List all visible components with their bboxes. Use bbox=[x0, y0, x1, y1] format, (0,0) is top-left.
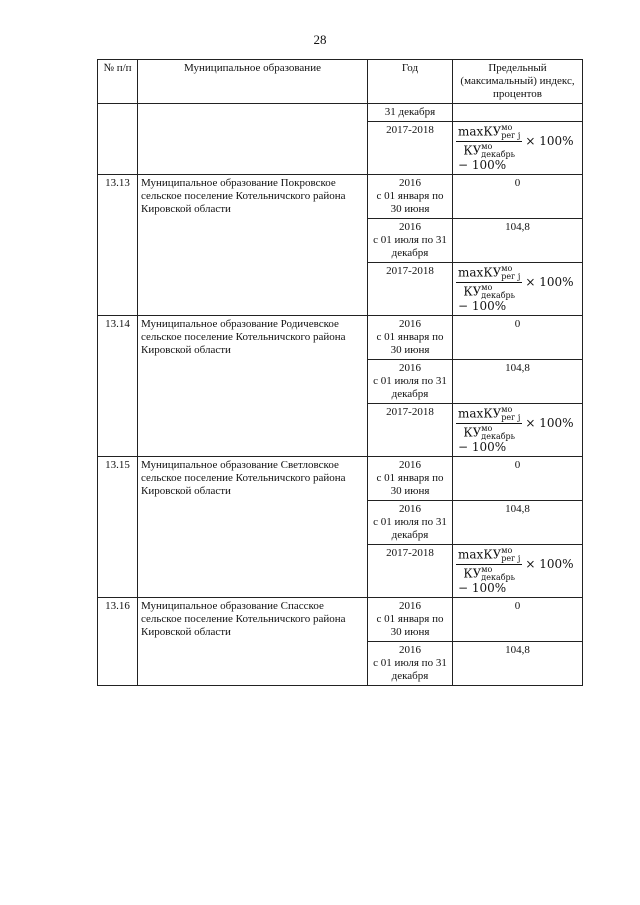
municipality-name: Муниципальное образование Покровское сельское поселение Котельничского района Кировской области bbox=[138, 175, 368, 316]
header-year: Год bbox=[368, 60, 453, 104]
row-number: 13.16 bbox=[98, 598, 138, 686]
index-formula bbox=[453, 263, 583, 316]
period-year: 2017-2018 bbox=[386, 406, 434, 418]
formula-numerator: maxКУ мо рег j bbox=[458, 405, 521, 422]
index-formula bbox=[453, 404, 583, 457]
formula-minus: − 100% bbox=[458, 158, 507, 172]
formula-fraction bbox=[456, 547, 522, 582]
period-range: с 01 июля по 31 декабря bbox=[373, 375, 447, 400]
period-year: 2016 bbox=[399, 600, 421, 612]
period-cell bbox=[368, 263, 453, 316]
period-cell bbox=[368, 501, 453, 545]
continuation-num-cell bbox=[98, 104, 138, 175]
row-number: 13.14 bbox=[98, 316, 138, 457]
formula-minus: − 100% bbox=[458, 581, 507, 595]
period-year: 2016 bbox=[399, 459, 421, 471]
header-num: № п/п bbox=[98, 60, 138, 104]
table-row bbox=[98, 175, 583, 219]
period-cell bbox=[368, 316, 453, 360]
header-index: Предельный (максимальный) индекс, процентов bbox=[453, 60, 583, 104]
continuation-name-cell bbox=[138, 104, 368, 175]
period-cell bbox=[368, 598, 453, 642]
index-value: 0 bbox=[453, 316, 583, 360]
formula-denominator: КУ мо декабрь bbox=[463, 142, 516, 159]
period-year: 2017-2018 bbox=[386, 547, 434, 559]
formula-multiplier: × 100% bbox=[525, 416, 574, 430]
index-value: 104,8 bbox=[453, 360, 583, 404]
continuation-year-period: 2017-2018 bbox=[368, 122, 453, 175]
formula-minus: − 100% bbox=[458, 299, 507, 313]
index-value: 0 bbox=[453, 457, 583, 501]
formula-numerator: maxКУ мо рег j bbox=[458, 546, 521, 563]
index-value: 104,8 bbox=[453, 501, 583, 545]
period-cell bbox=[368, 219, 453, 263]
period-cell bbox=[368, 360, 453, 404]
period-cell bbox=[368, 457, 453, 501]
formula-fraction bbox=[456, 406, 522, 441]
formula-multiplier: × 100% bbox=[525, 557, 574, 571]
period-range: с 01 января по 30 июня bbox=[376, 472, 444, 497]
period-range: с 01 июля по 31 декабря bbox=[373, 516, 447, 541]
formula-minus: − 100% bbox=[458, 440, 507, 454]
period-range: с 01 июля по 31 декабря bbox=[373, 234, 447, 259]
formula-fraction bbox=[456, 124, 522, 159]
period-year: 2017-2018 bbox=[386, 265, 434, 277]
period-year: 2016 bbox=[399, 177, 421, 189]
municipality-name: Муниципальное образование Спасское сельское поселение Котельничского района Кировской области bbox=[138, 598, 368, 686]
period-year: 2016 bbox=[399, 644, 421, 656]
continuation-value-cell bbox=[453, 104, 583, 122]
period-cell bbox=[368, 545, 453, 598]
formula-multiplier: × 100% bbox=[525, 275, 574, 289]
row-number: 13.13 bbox=[98, 175, 138, 316]
table-row bbox=[98, 316, 583, 360]
period-cell bbox=[368, 642, 453, 686]
index-value: 0 bbox=[453, 598, 583, 642]
period-year: 2016 bbox=[399, 318, 421, 330]
period-cell bbox=[368, 404, 453, 457]
tariff-index-table bbox=[97, 59, 583, 686]
period-year: 2016 bbox=[399, 221, 421, 233]
formula-denominator: КУ мо декабрь bbox=[463, 283, 516, 300]
period-range: с 01 января по 30 июня bbox=[376, 190, 444, 215]
municipality-name: Муниципальное образование Светловское сельское поселение Котельничского района Кировской области bbox=[138, 457, 368, 598]
page-number: 28 bbox=[313, 32, 327, 47]
table-row bbox=[98, 457, 583, 501]
formula-multiplier: × 100% bbox=[525, 134, 574, 148]
table-row bbox=[98, 598, 583, 642]
formula-numerator: maxКУ мо рег j bbox=[458, 123, 521, 140]
formula-denominator: КУ мо декабрь bbox=[463, 424, 516, 441]
period-cell bbox=[368, 175, 453, 219]
period-range: с 01 января по 30 июня bbox=[376, 331, 444, 356]
formula-denominator: КУ мо декабрь bbox=[463, 565, 516, 582]
index-formula bbox=[453, 122, 583, 175]
table-header-row bbox=[98, 60, 583, 104]
continuation-row bbox=[98, 104, 583, 122]
index-formula bbox=[453, 545, 583, 598]
header-name: Муниципальное образование bbox=[138, 60, 368, 104]
period-year: 2016 bbox=[399, 362, 421, 374]
period-range: с 01 января по 30 июня bbox=[376, 613, 444, 638]
period-range: с 01 июля по 31 декабря bbox=[373, 657, 447, 682]
continuation-year-tail: 31 декабря bbox=[368, 104, 453, 122]
index-value: 104,8 bbox=[453, 642, 583, 686]
row-number: 13.15 bbox=[98, 457, 138, 598]
municipality-name: Муниципальное образование Родичевское сельское поселение Котельничского района Кировской области bbox=[138, 316, 368, 457]
index-value: 0 bbox=[453, 175, 583, 219]
period-year: 2016 bbox=[399, 503, 421, 515]
formula-numerator: maxКУ мо рег j bbox=[458, 264, 521, 281]
formula-fraction bbox=[456, 265, 522, 300]
index-value: 104,8 bbox=[453, 219, 583, 263]
